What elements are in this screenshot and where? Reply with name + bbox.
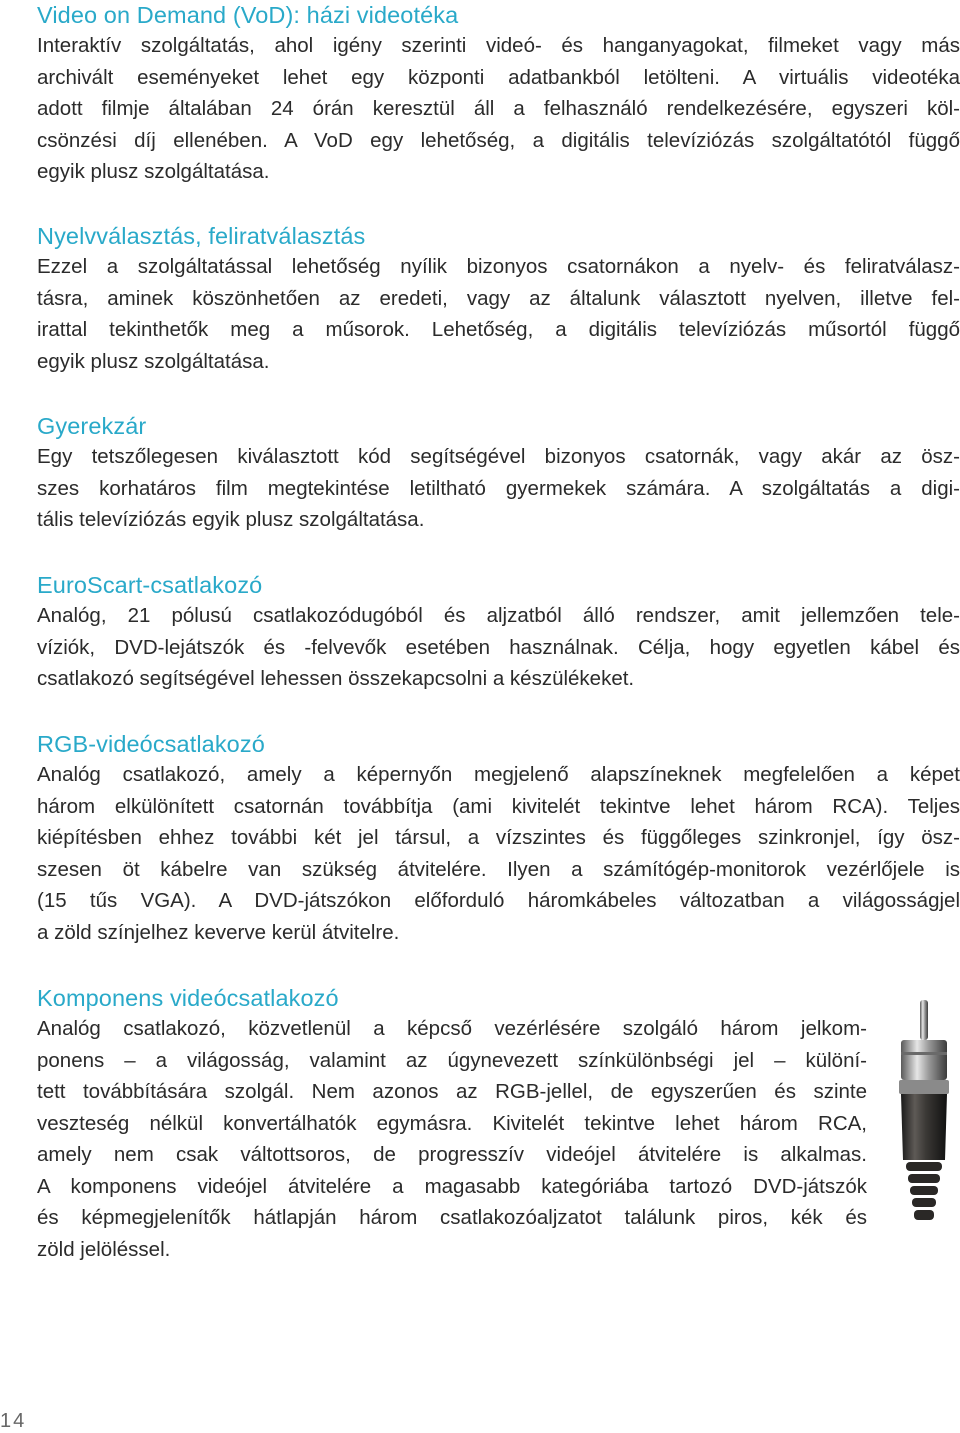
text-line: Interaktív szolgáltatás, ahol igény szerinti videó- és hanganyagokat, filmeket vagy más xyxy=(37,34,960,57)
page-number: 14 xyxy=(0,1410,27,1432)
text-line: Analóg csatlakozó, közvetlenül a képcső vezérlésére szolgáló három jelkom- xyxy=(37,1017,867,1040)
text-line: három elkülönített csatornán továbbítja (ami kivitelét tekintve lehet három RCA). Teljes xyxy=(37,794,960,818)
text-line: amely nem csak váltottsoros, de progresszív videójel átvitelére is alkalmas. xyxy=(37,1143,867,1166)
text-line: szesen öt kábelre van szükség átvitelére. Ilyen a számítógép-monitorok vezérlőjele is xyxy=(37,857,960,881)
text-line: archivált eseményeket lehet egy központi adatbankból letölteni. A virtuális videotéka xyxy=(37,65,960,89)
text-line: ponens – a világosság, valamint az úgynevezett színkülönbségi jel – különí- xyxy=(37,1048,867,1072)
heading-parental-lock: Gyerekzár xyxy=(37,413,147,439)
paragraph-vod xyxy=(37,30,960,188)
text-line: Egy tetszőlegesen kiválasztott kód segítségével bizonyos csatornák, vagy akár az ösz- xyxy=(37,445,960,468)
heading-vod: Video on Demand (VoD): házi videotéka xyxy=(37,2,459,28)
text-line: kiépítésben ehhez további két jel társul, a vízszintes és függőleges szinkronjel, így ösz- xyxy=(37,826,960,849)
heading-component: Komponens videócsatlakozó xyxy=(37,985,339,1011)
heading-rgb: RGB-videócsatlakozó xyxy=(37,731,265,757)
paragraph-language xyxy=(37,251,960,377)
section-parental-lock xyxy=(37,411,960,536)
text-line: (15 tűs VGA). A DVD-játszókon előforduló háromkábeles változatban a világosságjel xyxy=(37,889,960,912)
text-line: víziók, DVD-lejátszók és -felvevők esetében használnak. Célja, hogy egyetlen kábel és xyxy=(37,635,960,659)
text-line: csönzési díj ellenében. A VoD egy lehetőség, a digitális televíziózás szolgáltatótól függő xyxy=(37,128,960,152)
text-line: Analóg, 21 pólusú csatlakozódugóból és aljzatból álló rendszer, amit jellemzően tele- xyxy=(37,604,960,627)
paragraph-rgb xyxy=(37,759,960,948)
text-line: a zöld színjelhez keverve kerül átvitelre. xyxy=(37,920,400,944)
paragraph-component xyxy=(37,1013,867,1265)
text-line: irattal tekinthetők meg a műsorok. Lehetőség, a digitális televíziózás műsortól függő xyxy=(37,318,960,341)
rca-connector-image xyxy=(893,1000,955,1230)
text-line: egyik plusz szolgáltatása. xyxy=(37,160,270,183)
text-line: és képmegjelenítők hátlapján három csatlakozóaljzatot találunk piros, kék és xyxy=(37,1206,867,1229)
text-line: Analóg csatlakozó, amely a képernyőn megjelenő alapszíneknek megfelelően a képet xyxy=(37,763,960,786)
text-line: tett továbbítására szolgál. Nem azonos az RGB-jellel, de egyszerűen és szinte xyxy=(37,1080,867,1103)
section-euroscart xyxy=(37,570,960,695)
heading-euroscart: EuroScart-csatlakozó xyxy=(37,572,263,598)
paragraph-euroscart xyxy=(37,600,960,695)
heading-language: Nyelvválasztás, feliratválasztás xyxy=(37,223,366,249)
text-line: tális televíziózás egyik plusz szolgáltatása. xyxy=(37,508,425,531)
text-line: szes korhatáros film megtekintése letiltható gyermekek számára. A szolgáltatás a digi- xyxy=(37,476,960,500)
text-line: zöld jelöléssel. xyxy=(37,1237,171,1261)
text-line: tásra, aminek köszönhetően az eredeti, vagy az általunk választott nyelven, illetve fel- xyxy=(37,286,960,310)
text-line: veszteség nélkül konvertálhatók egymásra. Kivitelét tekintve lehet három RCA, xyxy=(37,1111,867,1135)
paragraph-parental-lock xyxy=(37,441,960,536)
section-language xyxy=(37,221,960,377)
text-line: egyik plusz szolgáltatása. xyxy=(37,349,270,373)
section-vod xyxy=(37,0,960,188)
text-line: Ezzel a szolgáltatással lehetőség nyílik bizonyos csatornákon a nyelv- és feliratválasz- xyxy=(37,255,960,278)
section-rgb xyxy=(37,729,960,948)
text-line: csatlakozó segítségével lehessen összekapcsolni a készülékeket. xyxy=(37,667,635,690)
section-component xyxy=(37,983,867,1265)
text-line: A komponens videójel átvitelére a magasabb kategóriába tartozó DVD-játszók xyxy=(37,1174,867,1198)
text-line: adott filmje általában 24 órán keresztül áll a felhasználó rendelkezésére, egyszeri köl- xyxy=(37,97,960,120)
